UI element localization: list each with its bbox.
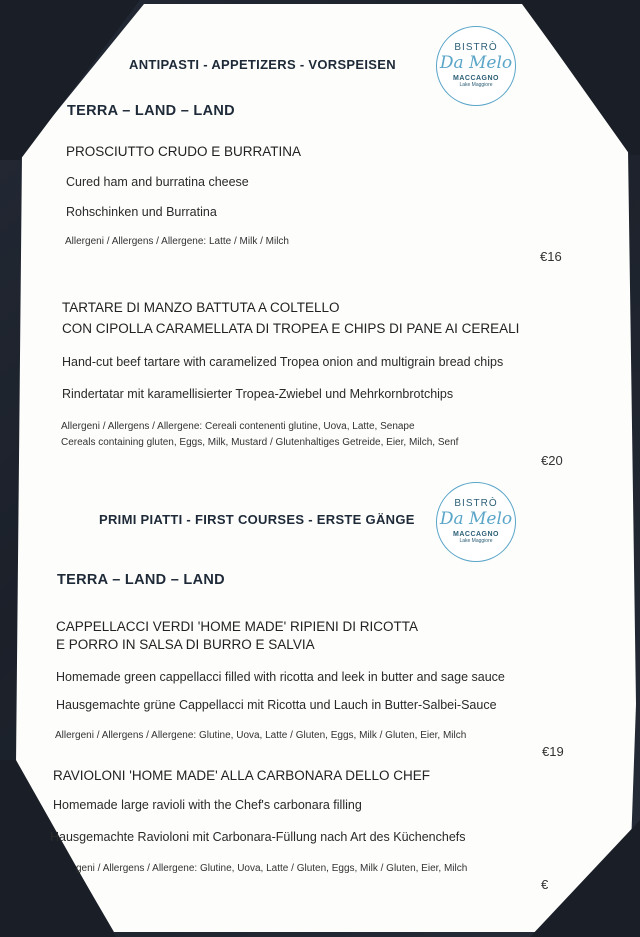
dish-allergens: Allergeni / Allergens / Allergene: Glutine, Uova, Latte / Gluten, Eggs, Milk / Gluten, Eier, Milch xyxy=(55,730,467,741)
section-header-first-courses: PRIMI PIATTI - FIRST COURSES - ERSTE GÄNGE xyxy=(99,512,415,527)
dish-description-en: Homemade large ravioli with the Chef's carbonara filling xyxy=(53,798,362,812)
dish-allergens: Allergeni / Allergens / Allergene: Cereali contenenti glutine, Uova, Latte, Senape xyxy=(61,421,415,432)
dish-description-de: Hausgemachte Ravioloni mit Carbonara-Füllung nach Art des Küchenchefs xyxy=(50,830,466,844)
dish-description-de: Hausgemachte grüne Cappellacci mit Ricotta und Lauch in Butter-Salbei-Sauce xyxy=(56,698,497,712)
dish-description-de: Rohschinken und Burratina xyxy=(66,205,217,219)
section-header-appetizers: ANTIPASTI - APPETIZERS - VORSPEISEN xyxy=(129,57,396,72)
dish-title: RAVIOLONI 'HOME MADE' ALLA CARBONARA DELLO CHEF xyxy=(53,768,431,783)
dish-title: CAPPELLACCI VERDI 'HOME MADE' RIPIENI DI RICOTTA xyxy=(56,619,418,634)
dish-allergens-line2: Cereals containing gluten, Eggs, Milk, Mustard / Glutenhaltiges Getreide, Eier, Milch, Senf xyxy=(61,437,459,448)
dish-price: €20 xyxy=(541,453,563,468)
dish-title: PROSCIUTTO CRUDO E BURRATINA xyxy=(66,144,302,159)
dish-description-en: Hand-cut beef tartare with caramelized Tropea onion and multigrain bread chips xyxy=(62,355,504,369)
subheader-terra: TERRA – LAND – LAND xyxy=(57,572,225,588)
dish-price: € xyxy=(541,877,549,892)
dish-allergens: geni / Allergens / Allergene: Glutine, Uova, Latte / Gluten, Eggs, Milk / Gluten, Eier, Milch xyxy=(76,863,468,874)
dish-title-line2: E PORRO IN SALSA DI BURRO E SALVIA xyxy=(56,637,315,652)
dish-price: €19 xyxy=(542,744,564,759)
dish-description-de: Rindertatar mit karamellisierter Tropea-Zwiebel und Mehrkornbrotchips xyxy=(62,387,454,401)
dish-description-en: Cured ham and burratina cheese xyxy=(66,175,249,189)
bistro-logo: BISTRÒ Da Melo MACCAGNO Lake Maggiore xyxy=(436,26,516,106)
dish-allergens: Allergeni / Allergens / Allergene: Latte / Milk / Milch xyxy=(65,236,289,247)
dish-description-en: Homemade green cappellacci filled with ricotta and leek in butter and sage sauce xyxy=(56,670,505,684)
dish-title-line2: CON CIPOLLA CARAMELLATA DI TROPEA E CHIPS DI PANE AI CEREALI xyxy=(62,321,520,336)
dish-title: TARTARE DI MANZO BATTUTA A COLTELLO xyxy=(62,300,340,315)
subheader-terra: TERRA – LAND – LAND xyxy=(67,103,235,119)
bistro-logo: BISTRÒ Da Melo MACCAGNO Lake Maggiore xyxy=(436,482,516,562)
dish-price: €16 xyxy=(540,249,562,264)
